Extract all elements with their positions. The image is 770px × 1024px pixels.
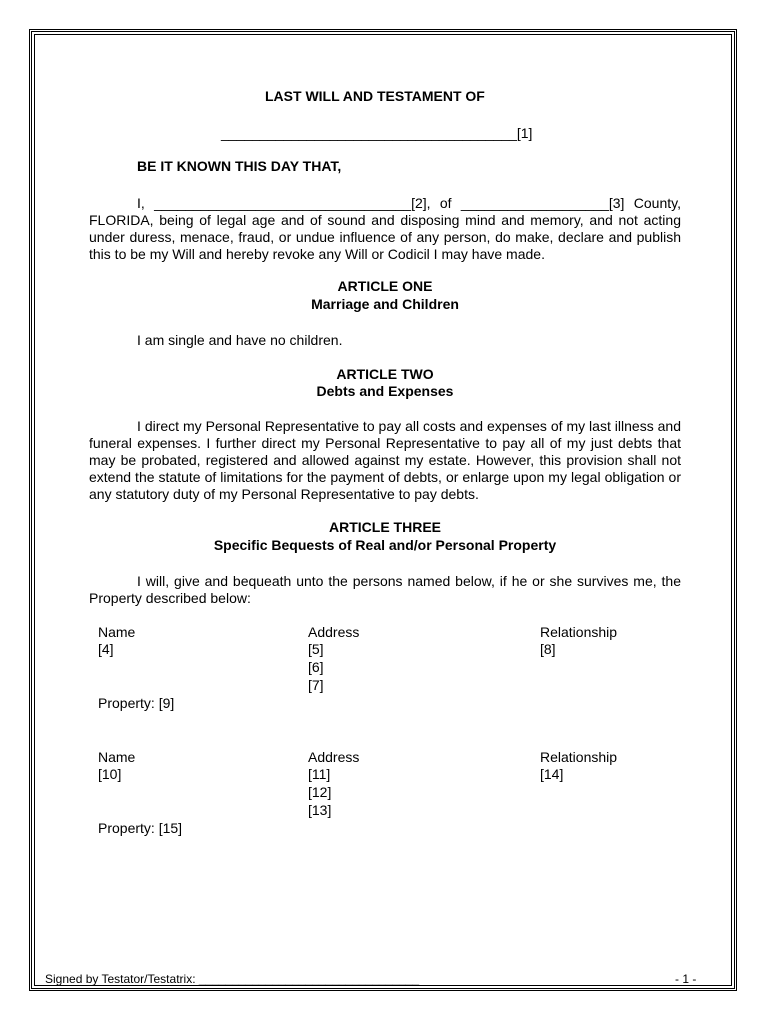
bequest-address-line[interactable]: [7]: [308, 677, 324, 693]
article-one-subheading: Marriage and Children: [311, 296, 459, 312]
document-title: LAST WILL AND TESTAMENT OF: [265, 88, 485, 104]
bequest-address-line[interactable]: [12]: [308, 784, 332, 800]
page-border-inner: [34, 34, 732, 986]
signature-line[interactable]: Signed by Testator/Testatrix: _________________________________: [45, 972, 420, 986]
testator-name-blank[interactable]: ______________________________________[1]: [221, 125, 533, 141]
bequest-address-label: Address: [308, 749, 360, 765]
article-one-heading: ARTICLE ONE: [337, 278, 433, 294]
bequest-relationship-value[interactable]: [14]: [540, 766, 564, 782]
bequest-address-line[interactable]: [13]: [308, 802, 332, 818]
article-one-body: I am single and have no children.: [137, 332, 343, 348]
bequest-relationship-value[interactable]: [8]: [540, 641, 556, 657]
bequest-address-label: Address: [308, 624, 360, 640]
article-two-subheading: Debts and Expenses: [316, 383, 454, 399]
intro-line-1[interactable]: I, _________________________________[2], of ___________________[3] County,: [137, 195, 681, 211]
page-number: - 1 -: [675, 972, 697, 986]
bequest-name-label: Name: [98, 624, 136, 640]
article-two-heading: ARTICLE TWO: [336, 366, 434, 382]
be-it-known-heading: BE IT KNOWN THIS DAY THAT,: [137, 158, 342, 174]
bequest-name-value[interactable]: [4]: [98, 641, 114, 657]
bequest-name-value[interactable]: [10]: [98, 766, 122, 782]
article-two-body: I direct my Personal Representative to pay all costs and expenses of my last illness and funeral expenses. I further direct my Personal Representative to pay all of my just debts that may be probated, registered and allowed against my estate. However, this provision shall not extend the statute of limitations for the payment of debts, or enlarge upon my legal obligation or any statutory duty of my Personal Representative to pay debts.: [89, 418, 681, 502]
bequest-name-label: Name: [98, 749, 136, 765]
bequest-property[interactable]: Property: [9]: [98, 695, 175, 711]
bequest-address-line[interactable]: [6]: [308, 659, 324, 675]
bequest-relationship-label: Relationship: [540, 624, 618, 640]
article-three-subheading: Specific Bequests of Real and/or Personal Property: [213, 537, 557, 553]
article-three-body: I will, give and bequeath unto the persons named below, if he or she survives me, the Property described below:: [89, 573, 681, 606]
intro-rest: FLORIDA, being of legal age and of sound and disposing mind and memory, and not acting under duress, menace, fraud, or undue influence of any person, do make, declare and publish this to be my Will and hereby revoke any Will or Codicil I may have made.: [89, 212, 681, 262]
bequest-address-line[interactable]: [5]: [308, 641, 324, 657]
bequest-address-line[interactable]: [11]: [308, 766, 331, 782]
article-three-heading: ARTICLE THREE: [329, 519, 441, 535]
intro-paragraph: [89, 195, 681, 263]
bequest-relationship-label: Relationship: [540, 749, 618, 765]
bequest-property[interactable]: Property: [15]: [98, 820, 183, 836]
